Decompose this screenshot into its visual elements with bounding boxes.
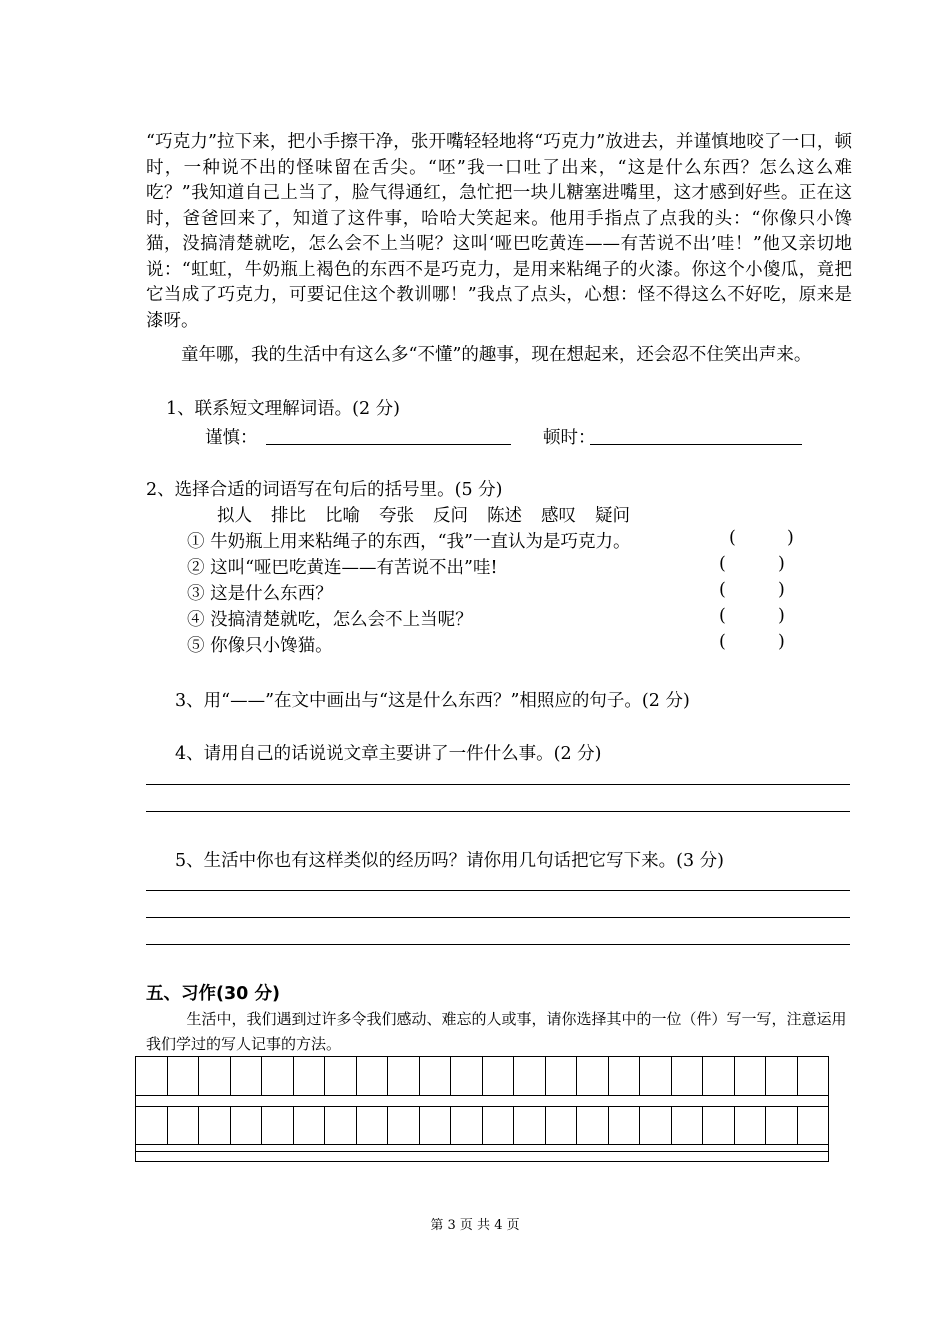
option-word: 排比 — [271, 506, 306, 526]
composition-prompt: 生活中，我们遇到过许多令我们感动、难忘的人或事，请你选择其中的一位（件）写一写，注意运用我们学过的写人记事的方法。 — [146, 1010, 847, 1053]
answer-paren-1-open[interactable]: ( — [729, 528, 736, 548]
composition-grid[interactable] — [135, 1056, 829, 1162]
question-2-item-5: ⑤ 你像只小馋猫。 — [187, 636, 333, 656]
word-options — [217, 502, 649, 527]
page-number: 第 3 页 共 4 页 — [430, 1218, 520, 1233]
option-word: 比喻 — [325, 506, 360, 526]
answer-paren-5-close: ) — [778, 632, 785, 652]
answer-paren-2-close: ) — [778, 554, 785, 574]
question-1-title: 1、联系短文理解词语。(2 分) — [166, 399, 400, 419]
option-word: 陈述 — [487, 506, 522, 526]
answer-paren-1-close: ) — [787, 528, 794, 548]
word-dunshi-answer-blank[interactable] — [590, 444, 802, 445]
question-2-item-3: ③ 这是什么东西？ — [187, 584, 333, 604]
answer-line[interactable] — [146, 784, 850, 785]
question-5-title: 5、生活中你也有这样类似的经历吗？请你用几句话把它写下来。(3 分) — [175, 851, 724, 871]
question-2-item-2: ② 这叫“哑巴吃黄连——有苦说不出”哇! — [187, 558, 498, 578]
option-word: 夸张 — [379, 506, 414, 526]
answer-paren-4-open[interactable]: ( — [719, 606, 726, 626]
answer-paren-3-close: ) — [778, 580, 785, 600]
question-2-title: 2、选择合适的词语写在句后的括号里。(5 分) — [146, 480, 503, 500]
grid-row[interactable] — [136, 1106, 828, 1144]
grid-row[interactable] — [136, 1057, 828, 1095]
answer-line[interactable] — [146, 811, 850, 812]
option-word: 反问 — [433, 506, 468, 526]
question-4-title: 4、请用自己的话说说文章主要讲了一件什么事。(2 分) — [175, 744, 602, 764]
answer-paren-5-open[interactable]: ( — [719, 632, 726, 652]
question-2-item-1: ① 牛奶瓶上用来粘绳子的东西，“我”一直认为是巧克力。 — [187, 532, 631, 552]
option-word: 疑问 — [595, 506, 630, 526]
question-2-item-4: ④ 没搞清楚就吃，怎么会不上当呢？ — [187, 610, 473, 630]
word-jinshen-answer-blank[interactable] — [266, 444, 511, 445]
answer-paren-4-close: ) — [778, 606, 785, 626]
question-3-title: 3、用“——”在文中画出与“这是什么东西？”相照应的句子。(2 分) — [175, 691, 690, 711]
answer-line[interactable] — [146, 890, 850, 891]
option-word: 感叹 — [541, 506, 576, 526]
word-dunshi-label: 顿时： — [543, 428, 596, 448]
answer-line[interactable] — [146, 917, 850, 918]
word-jinshen-label: 谨慎： — [205, 428, 258, 448]
passage-closing: 童年哪，我的生活中有这么多“不懂”的趣事，现在想起来，还会忍不住笑出声来。 — [181, 345, 812, 365]
answer-paren-2-open[interactable]: ( — [719, 554, 726, 574]
passage-continued: “巧克力”拉下来，把小手擦干净，张开嘴轻轻地将“巧克力”放进去，并谨慎地咬了一口，顿时，一种说不出的怪味留在舌尖。“呸”我一口吐了出来，“这是什么东西？怎么这么难吃？”我知道自己上当了，脸气得通红，急忙把一块儿糖塞进嘴里，这才感到好些。正在这时，爸爸回来了，知道了这件事，哈哈大笑起来。他用手指点了点我的头：“你像只小馋猫，没搞清楚就吃，怎么会不上当呢？这叫‘哑巴吃黄连——有苦说不出’哇！”他又亲切地说：“虹虹，牛奶瓶上褐色的东西不是巧克力，是用来粘绳子的火漆。你这个小傻瓜，竟把它当成了巧克力，可要记住这个教训哪！”我点了点头，心想：怪不得这么不好吃，原来是漆呀。 — [146, 132, 852, 331]
option-word: 拟人 — [217, 506, 252, 526]
section-5-heading: 五、习作(30 分) — [146, 984, 280, 1004]
answer-paren-3-open[interactable]: ( — [719, 580, 726, 600]
answer-line[interactable] — [146, 944, 850, 945]
